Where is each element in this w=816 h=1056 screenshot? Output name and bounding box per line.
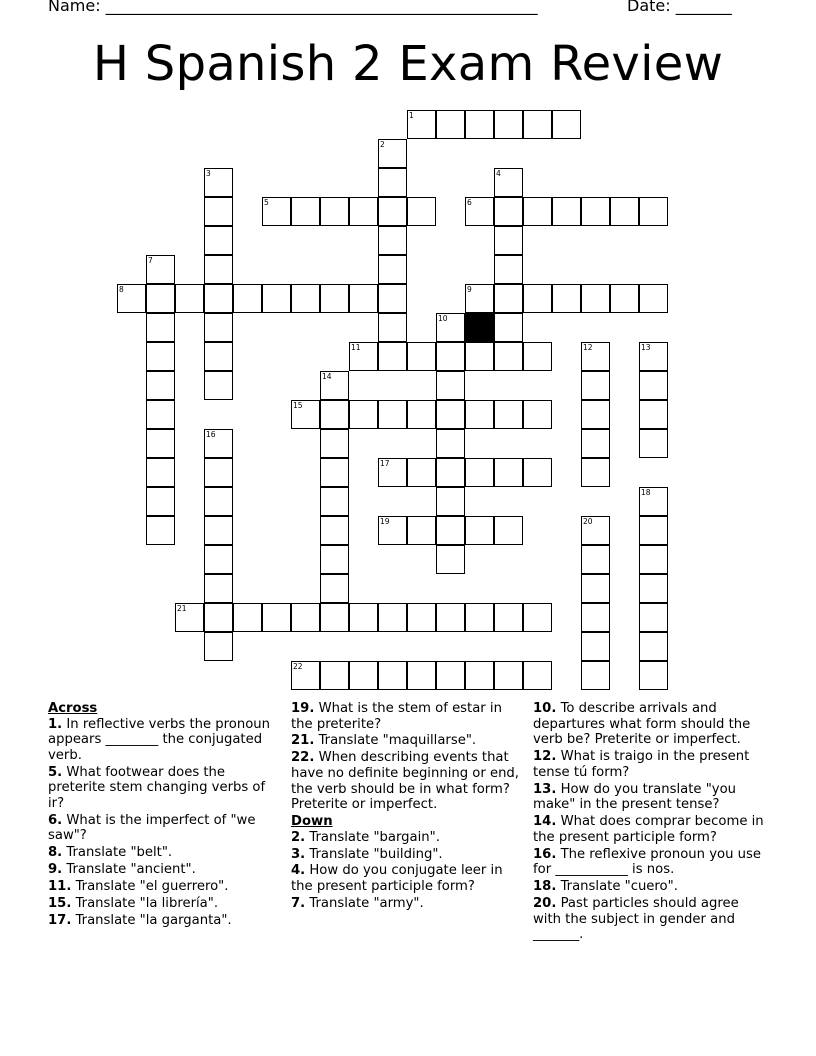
crossword-cell[interactable] bbox=[494, 197, 523, 226]
crossword-cell[interactable] bbox=[494, 255, 523, 284]
crossword-cell[interactable] bbox=[320, 545, 349, 574]
clue-number-label: 11 bbox=[351, 343, 361, 352]
crossword-cell[interactable] bbox=[291, 603, 320, 632]
clue-number-label: 19 bbox=[380, 517, 390, 526]
crossword-cell[interactable] bbox=[581, 603, 610, 632]
crossword-cell[interactable] bbox=[523, 458, 552, 487]
clue-item bbox=[48, 879, 280, 895]
crossword-cell[interactable] bbox=[436, 342, 465, 371]
crossword-cell[interactable] bbox=[465, 661, 494, 690]
crossword-cell[interactable] bbox=[146, 313, 175, 342]
clue-number-label: 15 bbox=[293, 401, 303, 410]
crossword-cell[interactable] bbox=[639, 342, 668, 371]
clue-text: What does comprar become in the present participle form? bbox=[533, 814, 764, 845]
crossword-cell[interactable] bbox=[204, 197, 233, 226]
clue-text: To describe arrivals and departures what form should the verb be? Preterite or imperfect. bbox=[533, 701, 751, 748]
crossword-cell[interactable] bbox=[349, 400, 378, 429]
crossword-cell[interactable] bbox=[552, 284, 581, 313]
crossword-cell[interactable] bbox=[639, 284, 668, 313]
crossword-cell[interactable] bbox=[146, 342, 175, 371]
crossword-cell[interactable] bbox=[262, 197, 291, 226]
clue-number: 22. bbox=[291, 750, 315, 766]
clue-number-label: 18 bbox=[641, 488, 651, 497]
down-heading: Down bbox=[291, 814, 333, 830]
crossword-cell[interactable] bbox=[146, 400, 175, 429]
clue-number-label: 1 bbox=[409, 111, 414, 120]
clue-number: 17. bbox=[48, 912, 72, 928]
crossword-cell[interactable] bbox=[465, 458, 494, 487]
clue-item bbox=[291, 733, 523, 749]
crossword-cell[interactable] bbox=[552, 197, 581, 226]
page-title: H Spanish 2 Exam Review bbox=[92, 36, 724, 92]
crossword-cell[interactable] bbox=[291, 284, 320, 313]
clue-number: 16. bbox=[533, 846, 557, 862]
crossword-cell[interactable] bbox=[320, 603, 349, 632]
crossword-cell[interactable] bbox=[436, 603, 465, 632]
crossword-cell[interactable] bbox=[320, 197, 349, 226]
crossword-cell[interactable] bbox=[436, 371, 465, 400]
crossword-cell[interactable] bbox=[494, 516, 523, 545]
crossword-cell[interactable] bbox=[639, 371, 668, 400]
clue-item bbox=[533, 701, 769, 748]
clue-number-label: 10 bbox=[438, 314, 448, 323]
crossword-cell[interactable] bbox=[639, 603, 668, 632]
crossword-cell[interactable] bbox=[581, 545, 610, 574]
across-heading: Across bbox=[48, 701, 98, 716]
crossword-cell[interactable] bbox=[436, 661, 465, 690]
crossword-cell[interactable] bbox=[378, 197, 407, 226]
clue-number: 7. bbox=[291, 895, 306, 911]
clue-text: In reflective verbs the pronoun appears ________ the conjugated verb. bbox=[48, 716, 270, 763]
clue-number: 10. bbox=[533, 701, 557, 716]
clue-item bbox=[533, 782, 769, 813]
clue-number: 13. bbox=[533, 781, 557, 797]
clue-item bbox=[48, 862, 280, 878]
clue-text: Translate "belt". bbox=[62, 845, 173, 861]
crossword-cell[interactable] bbox=[407, 661, 436, 690]
name-field-label[interactable]: Name: ______________________________________________________ bbox=[48, 0, 538, 15]
crossword-cell[interactable] bbox=[378, 313, 407, 342]
crossword-cell[interactable] bbox=[639, 400, 668, 429]
crossword-cell[interactable] bbox=[320, 400, 349, 429]
crossword-cell[interactable] bbox=[204, 632, 233, 661]
crossword-cell[interactable] bbox=[523, 197, 552, 226]
crossword-cell[interactable] bbox=[378, 168, 407, 197]
crossword-cell[interactable] bbox=[581, 342, 610, 371]
crossword-cell[interactable] bbox=[436, 313, 465, 342]
clue-number: 4. bbox=[291, 863, 306, 879]
crossword-cell[interactable] bbox=[378, 139, 407, 168]
clue-number-label: 16 bbox=[206, 430, 216, 439]
crossword-cell[interactable] bbox=[581, 632, 610, 661]
crossword-cell[interactable] bbox=[581, 371, 610, 400]
clue-number-label: 5 bbox=[264, 198, 269, 207]
crossword-cell[interactable] bbox=[320, 429, 349, 458]
crossword-cell[interactable] bbox=[349, 603, 378, 632]
crossword-cell[interactable] bbox=[494, 110, 523, 139]
crossword-cell[interactable] bbox=[320, 574, 349, 603]
crossword-cell[interactable] bbox=[407, 342, 436, 371]
clue-item bbox=[48, 813, 280, 844]
crossword-cell[interactable] bbox=[378, 342, 407, 371]
clue-number-label: 12 bbox=[583, 343, 593, 352]
crossword-cell[interactable] bbox=[494, 226, 523, 255]
clue-text: What footwear does the preterite stem changing verbs of ir? bbox=[48, 764, 266, 811]
clue-text: What is traigo in the present tense tú form? bbox=[533, 749, 750, 780]
crossword-cell[interactable] bbox=[204, 255, 233, 284]
clue-number: 11. bbox=[48, 879, 72, 895]
clue-number: 15. bbox=[48, 895, 72, 911]
clue-item bbox=[48, 765, 280, 812]
clue-number: 1. bbox=[48, 716, 63, 732]
clue-number-label: 8 bbox=[119, 285, 124, 294]
clue-number: 6. bbox=[48, 812, 63, 828]
crossword-cell[interactable] bbox=[523, 110, 552, 139]
crossword-cell[interactable] bbox=[610, 197, 639, 226]
clue-item bbox=[48, 717, 280, 764]
crossword-cell[interactable] bbox=[465, 197, 494, 226]
clue-text: Translate "la librería". bbox=[71, 895, 219, 911]
crossword-cell[interactable] bbox=[581, 429, 610, 458]
crossword-cell[interactable] bbox=[320, 371, 349, 400]
clue-number-label: 20 bbox=[583, 517, 593, 526]
crossword-cell[interactable] bbox=[204, 371, 233, 400]
crossword-cell[interactable] bbox=[407, 110, 436, 139]
clue-text: Translate "army". bbox=[305, 895, 424, 911]
crossword-cell[interactable] bbox=[320, 284, 349, 313]
clue-number: 8. bbox=[48, 845, 63, 861]
crossword-cell[interactable] bbox=[204, 603, 233, 632]
crossword-cell[interactable] bbox=[378, 400, 407, 429]
crossword-cell[interactable] bbox=[175, 603, 204, 632]
crossword-cell[interactable] bbox=[146, 371, 175, 400]
crossword-cell[interactable] bbox=[436, 487, 465, 516]
clues-column-1 bbox=[48, 701, 280, 930]
clue-number-label: 3 bbox=[206, 169, 211, 178]
crossword-cell[interactable] bbox=[581, 516, 610, 545]
clue-item bbox=[48, 896, 280, 912]
clue-item bbox=[291, 863, 523, 894]
crossword-cell[interactable] bbox=[436, 429, 465, 458]
clue-item bbox=[291, 830, 523, 846]
clue-number-label: 13 bbox=[641, 343, 651, 352]
crossword-cell[interactable] bbox=[639, 487, 668, 516]
crossword-cell[interactable] bbox=[291, 197, 320, 226]
clue-text: Translate "la garganta". bbox=[71, 912, 232, 928]
crossword-cell[interactable] bbox=[465, 603, 494, 632]
crossword-cell[interactable] bbox=[639, 197, 668, 226]
crossword-cell[interactable] bbox=[378, 603, 407, 632]
crossword-cell[interactable] bbox=[465, 110, 494, 139]
clue-number: 19. bbox=[291, 701, 315, 716]
crossword-cell[interactable] bbox=[581, 400, 610, 429]
crossword-cell[interactable] bbox=[436, 400, 465, 429]
crossword-cell[interactable] bbox=[233, 284, 262, 313]
clue-number: 9. bbox=[48, 862, 63, 878]
crossword-cell[interactable] bbox=[204, 487, 233, 516]
crossword-cell[interactable] bbox=[581, 661, 610, 690]
crossword-cell[interactable] bbox=[407, 400, 436, 429]
crossword-cell[interactable] bbox=[610, 284, 639, 313]
crossword-cell[interactable] bbox=[233, 603, 262, 632]
clue-item bbox=[533, 749, 769, 780]
crossword-cell[interactable] bbox=[349, 284, 378, 313]
crossword-cell[interactable] bbox=[146, 487, 175, 516]
clue-text: How do you conjugate leer in the present participle form? bbox=[291, 863, 503, 895]
clue-item bbox=[291, 701, 523, 732]
crossword-cell[interactable] bbox=[349, 342, 378, 371]
crossword-cell[interactable] bbox=[204, 429, 233, 458]
crossword-cell[interactable] bbox=[175, 284, 204, 313]
crossword-cell[interactable] bbox=[204, 458, 233, 487]
crossword-cell[interactable] bbox=[523, 400, 552, 429]
crossword-cell[interactable] bbox=[146, 255, 175, 284]
crossword-cell[interactable] bbox=[204, 342, 233, 371]
clue-item bbox=[533, 896, 769, 943]
clue-item bbox=[48, 845, 280, 861]
clue-text: Translate "el guerrero". bbox=[71, 879, 229, 895]
clue-number: 14. bbox=[533, 814, 557, 830]
crossword-cell[interactable] bbox=[465, 342, 494, 371]
clue-text: Translate "bargain". bbox=[305, 829, 440, 845]
clue-text: Translate "building". bbox=[305, 846, 443, 862]
crossword-cell[interactable] bbox=[436, 458, 465, 487]
crossword-cell[interactable] bbox=[639, 661, 668, 690]
clue-text: Translate "maquillarse". bbox=[314, 733, 477, 749]
crossword-cell[interactable] bbox=[494, 342, 523, 371]
crossword-cell[interactable] bbox=[378, 516, 407, 545]
clue-number-label: 14 bbox=[322, 372, 332, 381]
clues-column-2 bbox=[291, 701, 523, 913]
crossword-cell[interactable] bbox=[204, 313, 233, 342]
clue-text: Translate "ancient". bbox=[62, 862, 196, 878]
crossword-cell[interactable] bbox=[494, 400, 523, 429]
crossword-cell[interactable] bbox=[407, 458, 436, 487]
clue-number-label: 6 bbox=[467, 198, 472, 207]
crossword-cell[interactable] bbox=[465, 516, 494, 545]
crossword-cell[interactable] bbox=[494, 313, 523, 342]
crossword-cell[interactable] bbox=[494, 168, 523, 197]
clue-number-label: 22 bbox=[293, 662, 303, 671]
crossword-cell[interactable] bbox=[581, 574, 610, 603]
clue-text: When describing events that have no definite beginning or end, the verb should be in what form? Preterite or imperfect. bbox=[291, 750, 519, 813]
clues-column-3 bbox=[533, 701, 769, 944]
clue-number: 3. bbox=[291, 846, 306, 862]
clue-number-label: 7 bbox=[148, 256, 153, 265]
crossword-cell[interactable] bbox=[204, 168, 233, 197]
crossword-cell[interactable] bbox=[291, 661, 320, 690]
crossword-cell[interactable] bbox=[639, 632, 668, 661]
crossword-cell[interactable] bbox=[639, 545, 668, 574]
crossword-cell[interactable] bbox=[378, 661, 407, 690]
crossword-cell[interactable] bbox=[378, 226, 407, 255]
crossword-cell[interactable] bbox=[494, 661, 523, 690]
crossword-cell[interactable] bbox=[146, 284, 175, 313]
clue-item bbox=[291, 847, 523, 863]
crossword-cell[interactable] bbox=[407, 197, 436, 226]
crossword-cell[interactable] bbox=[146, 458, 175, 487]
crossword-cell[interactable] bbox=[639, 429, 668, 458]
clue-number-label: 9 bbox=[467, 285, 472, 294]
clue-number: 21. bbox=[291, 733, 315, 749]
clue-item bbox=[533, 879, 769, 895]
crossword-cell[interactable] bbox=[465, 400, 494, 429]
crossword-cell[interactable] bbox=[639, 516, 668, 545]
crossword-cell[interactable] bbox=[349, 661, 378, 690]
crossword-cell[interactable] bbox=[204, 284, 233, 313]
crossword-cell[interactable] bbox=[581, 458, 610, 487]
crossword-cell[interactable] bbox=[117, 284, 146, 313]
crossword-cell[interactable] bbox=[320, 458, 349, 487]
crossword-black-cell bbox=[465, 313, 494, 342]
crossword-cell[interactable] bbox=[639, 574, 668, 603]
clue-number: 5. bbox=[48, 764, 63, 780]
clue-number: 18. bbox=[533, 879, 557, 895]
crossword-cell[interactable] bbox=[320, 487, 349, 516]
crossword-cell[interactable] bbox=[146, 429, 175, 458]
crossword-cell[interactable] bbox=[407, 603, 436, 632]
crossword-cell[interactable] bbox=[523, 603, 552, 632]
crossword-cell[interactable] bbox=[320, 661, 349, 690]
crossword-cell[interactable] bbox=[436, 545, 465, 574]
crossword-cell[interactable] bbox=[523, 342, 552, 371]
crossword-cell[interactable] bbox=[552, 110, 581, 139]
clue-text: Translate "cuero". bbox=[556, 879, 678, 895]
crossword-cell[interactable] bbox=[494, 458, 523, 487]
date-field-label[interactable]: Date: _______ bbox=[627, 0, 732, 15]
crossword-cell[interactable] bbox=[262, 284, 291, 313]
crossword-cell[interactable] bbox=[523, 284, 552, 313]
crossword-cell[interactable] bbox=[378, 255, 407, 284]
crossword-cell[interactable] bbox=[378, 284, 407, 313]
crossword-cell[interactable] bbox=[378, 458, 407, 487]
clue-number-label: 17 bbox=[380, 459, 390, 468]
clue-number-label: 2 bbox=[380, 140, 385, 149]
crossword-cell[interactable] bbox=[146, 516, 175, 545]
crossword-cell[interactable] bbox=[291, 400, 320, 429]
crossword-cell[interactable] bbox=[204, 574, 233, 603]
crossword-cell[interactable] bbox=[320, 516, 349, 545]
crossword-cell[interactable] bbox=[204, 516, 233, 545]
crossword-cell[interactable] bbox=[407, 516, 436, 545]
crossword-cell[interactable] bbox=[436, 516, 465, 545]
crossword-cell[interactable] bbox=[494, 284, 523, 313]
clue-text: The reflexive pronoun you use for ___________ is nos. bbox=[533, 846, 761, 878]
clue-number: 2. bbox=[291, 829, 306, 845]
clue-text: What is the imperfect of "we saw"? bbox=[48, 812, 256, 844]
clue-number-label: 21 bbox=[177, 604, 187, 613]
clue-number: 12. bbox=[533, 749, 557, 765]
crossword-cell[interactable] bbox=[523, 661, 552, 690]
crossword-cell[interactable] bbox=[436, 110, 465, 139]
clue-item bbox=[291, 750, 523, 812]
clue-item bbox=[533, 814, 769, 845]
clue-number-label: 4 bbox=[496, 169, 501, 178]
crossword-cell[interactable] bbox=[494, 603, 523, 632]
crossword-cell[interactable] bbox=[262, 603, 291, 632]
clue-number: 20. bbox=[533, 895, 557, 911]
clue-text: Past particles should agree with the subject in gender and _______. bbox=[533, 895, 739, 943]
crossword-cell[interactable] bbox=[349, 197, 378, 226]
clue-text: How do you translate "you make" in the present tense? bbox=[533, 781, 737, 813]
crossword-cell[interactable] bbox=[204, 545, 233, 574]
crossword-cell[interactable] bbox=[465, 284, 494, 313]
clue-item bbox=[48, 913, 280, 929]
clue-text: What is the stem of estar in the preterite? bbox=[291, 701, 502, 732]
clue-item bbox=[533, 847, 769, 878]
clue-item bbox=[291, 896, 523, 912]
crossword-cell[interactable] bbox=[581, 197, 610, 226]
crossword-cell[interactable] bbox=[204, 226, 233, 255]
crossword-cell[interactable] bbox=[581, 284, 610, 313]
